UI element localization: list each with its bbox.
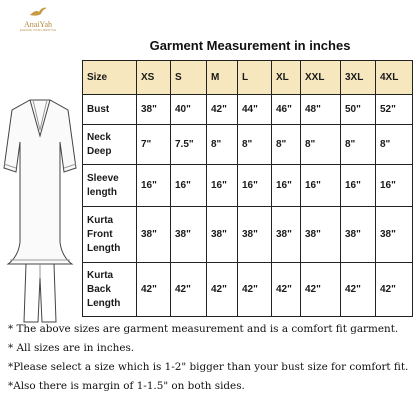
table-cell: 8" — [207, 125, 238, 165]
header-cell: XS — [137, 61, 171, 95]
table-cell: 8" — [272, 125, 301, 165]
page-title: Garment Measurement in inches — [149, 38, 351, 53]
table-cell: 16" — [376, 165, 413, 207]
table-cell: 38" — [272, 207, 301, 263]
table-cell: 42" — [171, 263, 207, 317]
brand-logo — [6, 6, 70, 42]
table-cell: 38" — [171, 207, 207, 263]
size-notes — [8, 320, 416, 396]
table-cell: 44" — [238, 95, 272, 125]
note-line: * The above sizes are garment measurement and is a comfort fit garment. — [8, 323, 399, 335]
table-cell: 38" — [137, 95, 171, 125]
table-cell: 8" — [301, 125, 341, 165]
table-cell: 8" — [238, 125, 272, 165]
bird-logo-icon — [28, 6, 48, 20]
table-cell: 16" — [207, 165, 238, 207]
header-cell: Size — [83, 61, 137, 95]
table-cell: 48" — [301, 95, 341, 125]
table-cell: 38" — [207, 207, 238, 263]
table-cell: 42" — [207, 263, 238, 317]
table-cell: 38" — [301, 207, 341, 263]
header-cell: XXL — [301, 61, 341, 95]
table-cell: 42" — [207, 95, 238, 125]
row-label: Kurta Back Length — [83, 263, 137, 317]
table-cell: 7.5" — [171, 125, 207, 165]
table-cell: 38" — [341, 207, 376, 263]
table-row — [83, 125, 413, 165]
table-cell: 8" — [341, 125, 376, 165]
table-cell: 16" — [301, 165, 341, 207]
table-cell: 16" — [137, 165, 171, 207]
table-row — [83, 263, 413, 317]
table-cell: 42" — [238, 263, 272, 317]
table-cell: 52" — [376, 95, 413, 125]
header-cell: XL — [272, 61, 301, 95]
row-label: Sleeve length — [83, 165, 137, 207]
header-cell: S — [171, 61, 207, 95]
note-line: * All sizes are in inches. — [8, 342, 135, 354]
table-cell: 16" — [341, 165, 376, 207]
header-cell: 4XL — [376, 61, 413, 95]
table-cell: 42" — [341, 263, 376, 317]
note-line: *Please select a size which is 1-2" bigger than your bust size for comfort fit. — [8, 361, 409, 373]
header-cell: M — [207, 61, 238, 95]
size-chart-table — [82, 60, 413, 317]
brand-tagline: ELEVATE YOUR LIFESTYLE — [19, 29, 57, 32]
table-row — [83, 165, 413, 207]
table-cell: 8" — [376, 125, 413, 165]
table-cell: 42" — [137, 263, 171, 317]
table-cell: 42" — [376, 263, 413, 317]
table-cell: 38" — [137, 207, 171, 263]
header-cell: 3XL — [341, 61, 376, 95]
table-cell: 38" — [238, 207, 272, 263]
header-cell: L — [238, 61, 272, 95]
row-label: Kurta Front Length — [83, 207, 137, 263]
table-row — [83, 207, 413, 263]
table-cell: 42" — [301, 263, 341, 317]
row-label: Neck Deep — [83, 125, 137, 165]
table-cell: 16" — [272, 165, 301, 207]
brand-name: AnaiYah — [23, 20, 53, 29]
table-header-row — [83, 61, 413, 95]
note-line: *Also there is margin of 1-1.5" on both sides. — [8, 380, 245, 392]
table-cell: 7" — [137, 125, 171, 165]
table-cell: 16" — [238, 165, 272, 207]
table-cell: 38" — [376, 207, 413, 263]
table-cell: 40" — [171, 95, 207, 125]
table-cell: 42" — [272, 263, 301, 317]
table-cell: 16" — [171, 165, 207, 207]
table-row — [83, 95, 413, 125]
table-cell: 46" — [272, 95, 301, 125]
kurta-garment-illustration — [0, 92, 80, 324]
row-label: Bust — [83, 95, 137, 125]
table-cell: 50" — [341, 95, 376, 125]
